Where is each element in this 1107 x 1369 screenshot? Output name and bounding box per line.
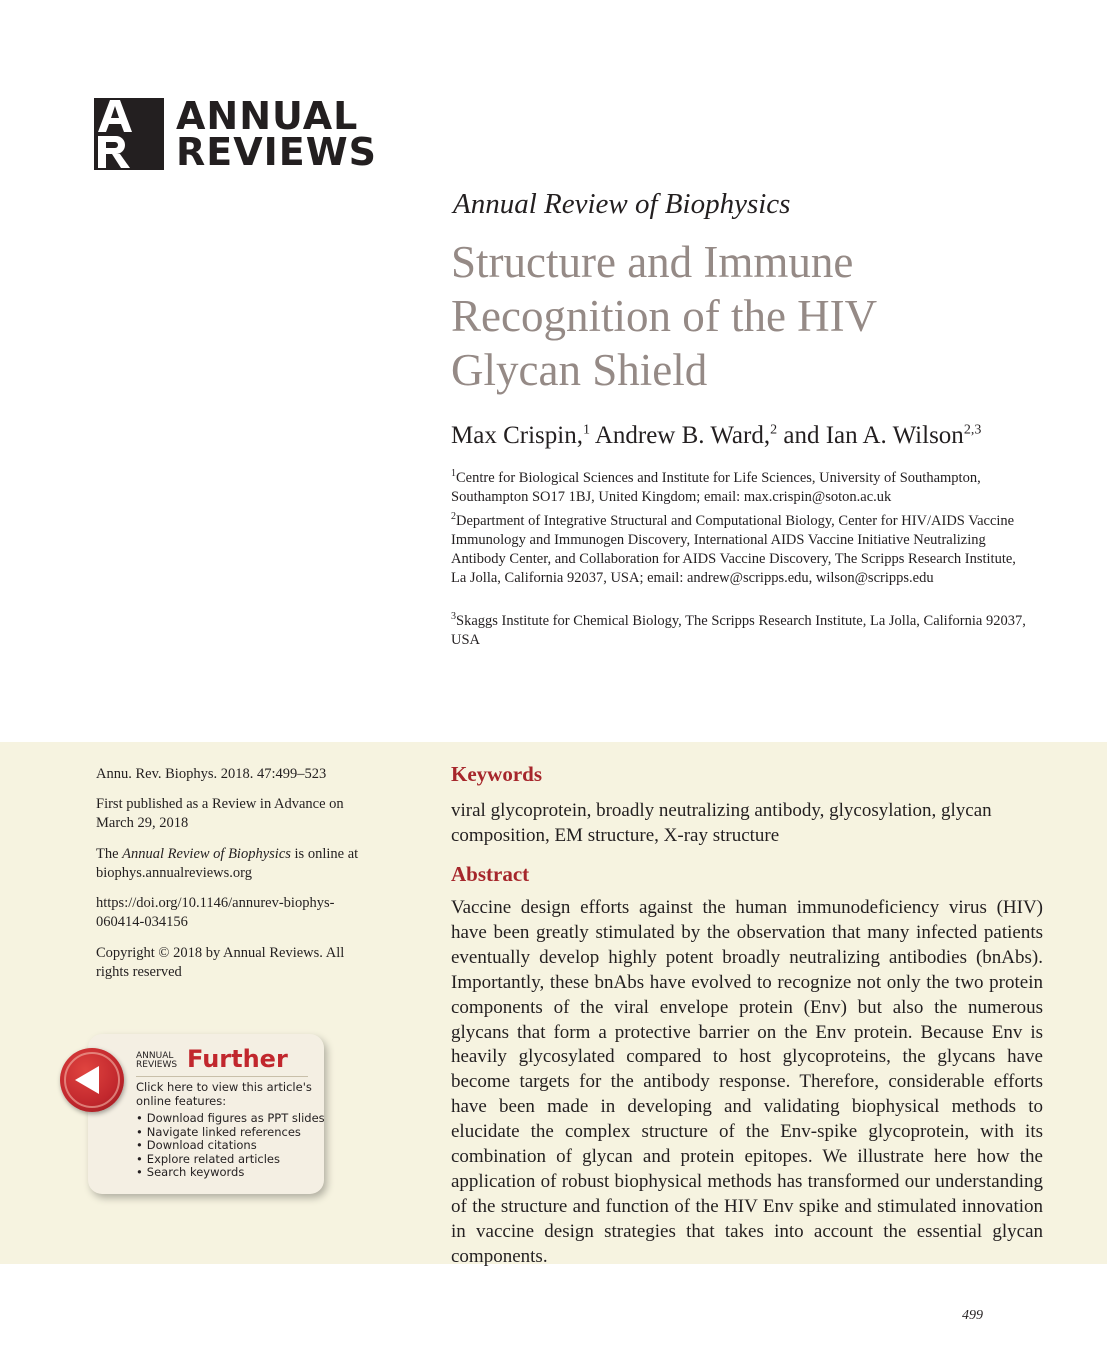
journal-name: Annual Review of Biophysics: [453, 188, 791, 220]
article-title: Structure and Immune Recognition of the HIV Glycan Shield: [451, 237, 877, 395]
list-item[interactable]: • Navigate linked references: [136, 1126, 325, 1140]
author-affil-sup: 1: [582, 422, 590, 438]
author-list: [451, 422, 981, 450]
keywords-heading: Keywords: [451, 762, 542, 786]
left-arrow-icon: [60, 1048, 124, 1112]
affiliation: [451, 469, 1031, 507]
author-affil-sup: 2: [770, 422, 778, 438]
further-ar-label: [136, 1052, 177, 1070]
author-name: and Ian A. Wilson: [777, 422, 964, 449]
abstract-text: Vaccine design efforts against the human immunodeficiency virus (HIV) have been greatly stimulated by the observation that many infected patients eventually develop highly potent broadly neutralizing antibodies (bnAbs). Importantly, these bnAbs have evolved to recognize not only the two protein components of the viral envelope protein (Env) but also the numerous glycans that form a protective barrier on the Env protein. Because Env is heavily glycosylated compared to host glycoproteins, the glycans have become targets for the antibody response. Therefore, considerable efforts have been made in developing and validating biophysical methods to elucidate the complex structure of the Env-spike glycoprotein, with its combination of glycan and protein epitopes. We illustrate here how the application of robust biophysical methods has transformed our understanding of the structure and function of the HIV Env spike and stimulated innovation in vaccine design strategies that takes into account the essential glycan components.: [451, 897, 1043, 1267]
affiliation: [451, 612, 1031, 650]
logo-line-1: ANNUAL: [176, 94, 359, 138]
ar-logo-icon: [94, 98, 164, 170]
doi-link[interactable]: https://doi.org/10.1146/annurev-biophys-060414-034156: [96, 895, 335, 930]
list-item[interactable]: • Download figures as PPT slides: [136, 1112, 325, 1126]
affiliation-text: Centre for Biological Sciences and Institute for Life Sciences, University of Southampton, Southampton SO17 1BJ, United Kingdom; email: max.crispin@soton.ac.uk: [451, 470, 981, 505]
author-affil-sup: 2,3: [963, 422, 982, 438]
online-at: [96, 845, 376, 883]
copyright: Copyright © 2018 by Annual Reviews. All rights reserved: [96, 945, 345, 980]
author-name: Andrew B. Ward,: [589, 422, 771, 449]
further-title: Further: [187, 1045, 288, 1073]
affiliation-text: Department of Integrative Structural and Computational Biology, Center for HIV/AIDS Vaccine Immunology and Immunogen Discovery, International AIDS Vaccine Initiative Neutralizing Antibody Center, and Collaboration for AIDS Vaccine Discovery, The Scripps Research Institute, La Jolla, California 92037, USA; email: andrew@scripps.edu, wilson@scripps.edu: [451, 513, 1016, 586]
page-number: 499: [962, 1308, 983, 1323]
abstract-heading: Abstract: [451, 862, 530, 886]
author-name: Max Crispin,: [451, 422, 583, 449]
click-rest: to view this article's online features:: [136, 1080, 312, 1108]
first-published: First published as a Review in Advance on March 29, 2018: [96, 796, 344, 831]
affiliation-sup: 1: [451, 468, 456, 480]
list-item[interactable]: • Explore related articles: [136, 1153, 325, 1167]
list-item[interactable]: • Search keywords: [136, 1166, 325, 1180]
affiliation-sup: 2: [451, 511, 456, 523]
further-ar-line1: ANNUAL: [136, 1051, 174, 1061]
citation: Annu. Rev. Biophys. 2018. 47:499–523: [96, 766, 327, 782]
online-pre: The: [96, 846, 123, 862]
affiliation-text: Skaggs Institute for Chemical Biology, The Scripps Research Institute, La Jolla, California 92037, USA: [451, 613, 1026, 648]
further-click-text: [136, 1080, 316, 1108]
online-journal: Annual Review of Biophysics: [122, 846, 291, 862]
further-features-list: [136, 1112, 325, 1180]
click-here-link[interactable]: Click here: [136, 1080, 193, 1094]
affiliation-sup: 3: [451, 611, 456, 623]
further-divider: [136, 1076, 308, 1077]
further-ar-line2: REVIEWS: [136, 1060, 178, 1070]
keywords-text: viral glycoprotein, broadly neutralizing antibody, glycosylation, glycan composition, EM structure, X-ray structure: [451, 800, 992, 846]
annual-reviews-logo: [94, 94, 378, 174]
list-item[interactable]: • Download citations: [136, 1139, 325, 1153]
further-play-button[interactable]: [60, 1048, 124, 1112]
logo-line-2: REVIEWS: [176, 130, 378, 174]
affiliation: [451, 512, 1031, 588]
online-post: is online at biophys.annualreviews.org: [96, 846, 359, 881]
